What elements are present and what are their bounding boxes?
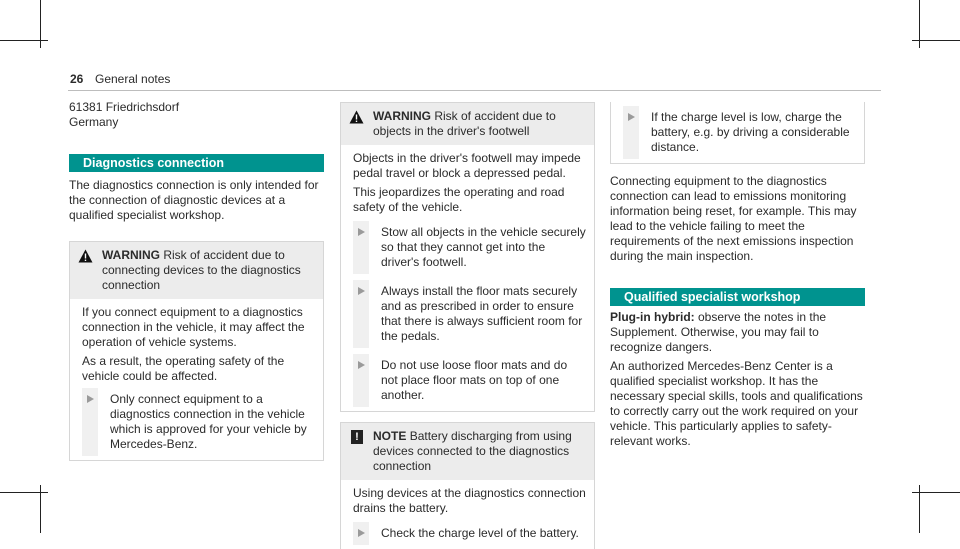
hybrid-label: Plug-in hybrid:	[610, 310, 695, 324]
paragraph: An authorized Mercedes-Benz Center is a qualified specialist workshop. It has the necessary special skills, tools and qualifications to correctly carry out the work required on your vehicle. This particularly applies to safety-relevant works.	[610, 359, 863, 448]
instruction-step	[353, 358, 586, 403]
warning-body	[70, 299, 323, 460]
paragraph: Using devices at the diagnostics connection drains the battery.	[353, 486, 586, 515]
step-text: If the charge level is low, charge the battery, e.g. by driving a considerable distance.	[651, 110, 850, 154]
warning-triangle-icon	[78, 249, 93, 263]
warning-body	[341, 145, 594, 411]
crop-mark	[912, 40, 960, 41]
crop-mark	[0, 40, 48, 41]
step-text: Stow all objects in the vehicle securely so that they cannot get into the driver's footwell.	[381, 225, 586, 269]
instruction-step	[82, 392, 315, 452]
paragraph	[610, 310, 865, 355]
instruction-step	[353, 225, 586, 270]
page-title: General notes	[95, 72, 171, 86]
step-arrow-icon	[87, 395, 94, 403]
paragraph: Objects in the driver's footwell may impede pedal travel or block a depressed pedal.	[353, 151, 581, 180]
section-heading: Qualified specialist workshop	[610, 288, 865, 306]
note-label: NOTE	[373, 429, 407, 443]
paragraph: Connecting equipment to the diagnostics connection can lead to emissions monitoring information being reset, for example. This may lead to the vehicle failing to meet the requirements of the next emissions inspection during the main inspection.	[610, 174, 857, 263]
warning-box	[69, 241, 324, 461]
step-text: Check the charge level of the battery.	[381, 526, 579, 540]
step-text: Only connect equipment to a diagnostics connection in the vehicle which is approved for your vehicle by Mercedes-Benz.	[110, 392, 307, 451]
step-arrow-icon	[358, 228, 365, 236]
instruction-step	[353, 526, 586, 541]
paragraph: The diagnostics connection is only intended for the connection of diagnostic devices at a qualified specialist workshop.	[69, 178, 319, 222]
warning-triangle-icon	[349, 110, 364, 124]
warning-text: Risk of accident due to connecting devices to the diagnostics connection	[102, 248, 301, 292]
warning-header	[70, 242, 323, 299]
crop-mark	[912, 492, 960, 493]
crop-mark	[0, 492, 48, 493]
note-header	[341, 423, 594, 480]
step-arrow-icon	[628, 113, 635, 121]
warning-label: WARNING	[102, 248, 160, 262]
header-divider	[68, 90, 881, 91]
note-icon: !	[351, 430, 363, 444]
instruction-step	[623, 110, 856, 155]
hybrid-text: observe the notes in the Supplement. Otherwise, you may fail to recognize dangers.	[610, 310, 827, 354]
warning-label: WARNING	[373, 109, 431, 123]
note-box-continued	[610, 102, 865, 164]
warning-text: Risk of accident due to objects in the driver's footwell	[373, 109, 556, 138]
paragraph: If you connect equipment to a diagnostics connection in the vehicle, it may affect the operation of vehicle systems.	[82, 305, 305, 349]
address-line: Germany	[69, 115, 119, 129]
note-text: Battery discharging from using devices connected to the diagnostics connection	[373, 429, 572, 473]
step-arrow-icon	[358, 287, 365, 295]
warning-header	[341, 103, 594, 145]
step-text: Do not use loose floor mats and do not place floor mats on top of one another.	[381, 358, 568, 402]
step-arrow-icon	[358, 529, 365, 537]
address-line: 61381 Friedrichsdorf	[69, 100, 180, 114]
section-heading: Diagnostics connection	[69, 154, 324, 172]
note-body	[611, 102, 864, 163]
warning-box	[340, 102, 595, 412]
step-arrow-icon	[358, 361, 365, 369]
step-text: Always install the floor mats securely and as prescribed in order to ensure that there is always sufficient room for the pedals.	[381, 284, 583, 343]
paragraph: As a result, the operating safety of the vehicle could be affected.	[82, 354, 285, 383]
note-body	[341, 480, 594, 549]
page-number: 26	[70, 72, 84, 86]
instruction-step	[353, 284, 586, 344]
note-box	[340, 422, 595, 549]
column-left	[69, 100, 324, 461]
column-middle	[340, 102, 595, 549]
column-right	[610, 102, 865, 449]
paragraph: This jeopardizes the operating and road safety of the vehicle.	[353, 185, 565, 214]
